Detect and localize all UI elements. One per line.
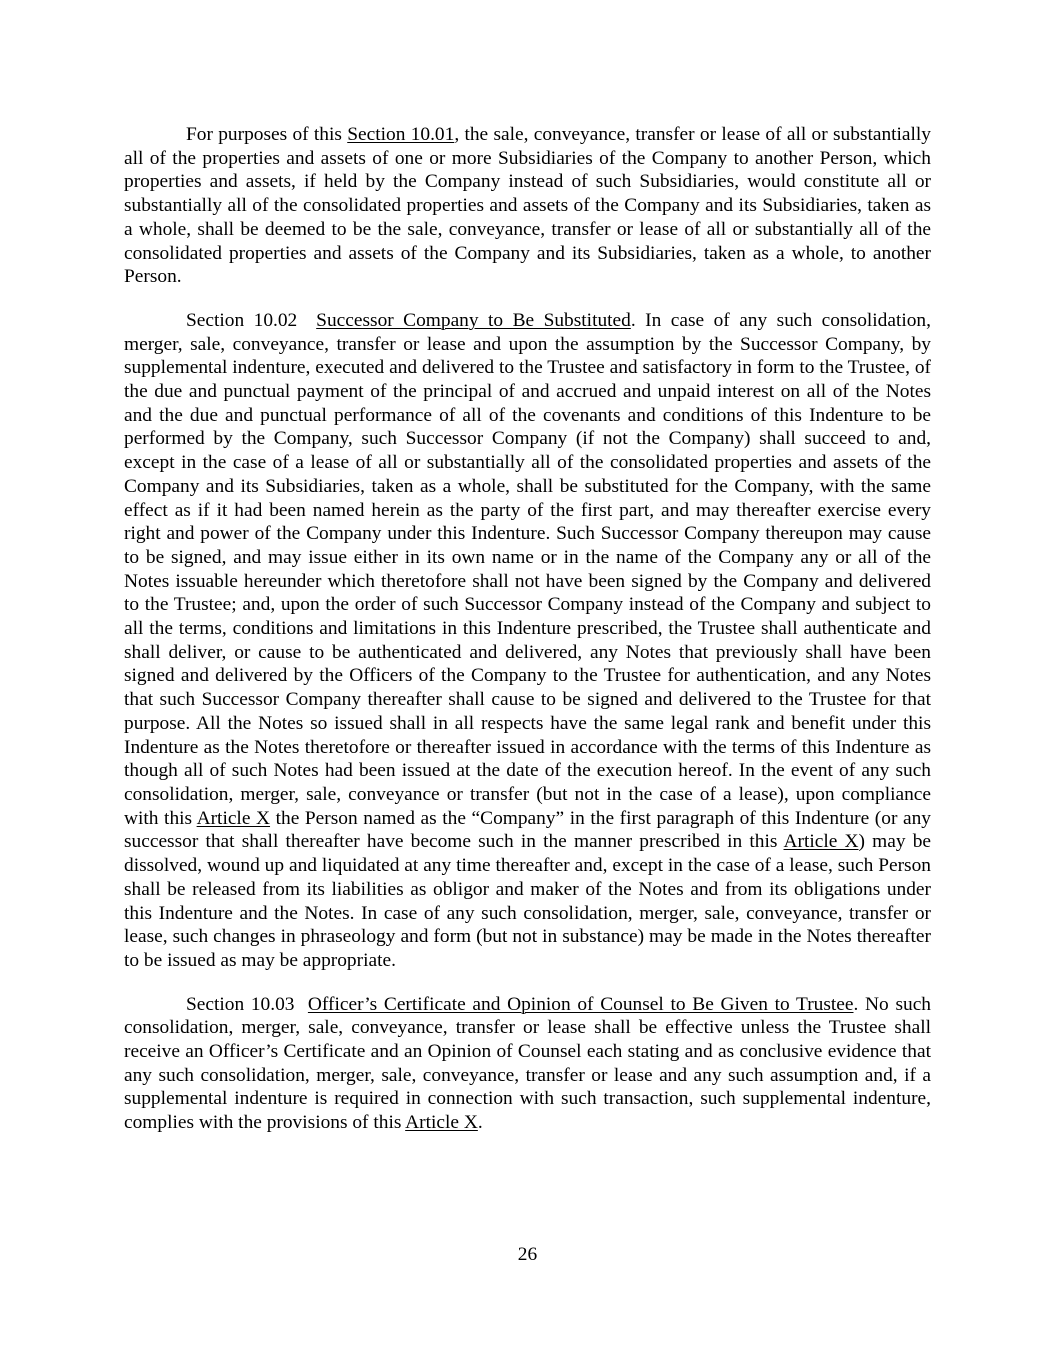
document-page	[124, 123, 931, 1155]
page-number: 26	[517, 1244, 538, 1265]
article-reference: Article X	[783, 831, 859, 853]
section-reference: Section 10.01	[347, 124, 455, 145]
section-heading: Successor Company to Be Substituted	[316, 309, 631, 331]
paragraph-intro-text: For purposes of this	[186, 124, 342, 145]
section-body-text: ) may be dissolved, wound up and liquidated at any time thereafter and, except in the case of a lease, such Person shall be released from its liabilities as obligor and maker of the Notes and from its obligations under this Indenture and the Notes. In case of any such consolidation, merger, sale, conveyance, transfer or lease, such changes in phraseology and form (but not in substance) may be made in the Notes thereafter to be issued as may be appropriate.	[124, 831, 932, 971]
section-number: Section 10.03	[186, 993, 295, 1015]
section-number: Section 10.02	[186, 309, 298, 331]
section-body-text: . No such consolidation, merger, sale, conveyance, transfer or lease shall be effective unless the Trustee shall receive an Officer’s Certificate and an Opinion of Counsel each stating and as conclusive evidence that any such consolidation, merger, sale, conveyance, transfer or lease and any such assumption and, if a supplemental indenture is required in connection with such transaction, such supplemental indenture, complies with the provisions of this	[124, 993, 931, 1134]
paragraph-section-10-01-continuation	[124, 123, 931, 289]
section-body-text: .	[477, 1112, 483, 1134]
paragraph-section-10-02	[124, 309, 931, 973]
paragraph-body-text: , the sale, conveyance, transfer or lease of all or substantially all of the properties and assets of one or more Subsidiaries of the Company to another Person, which properties and assets, if held by the Company instead of such Subsidiaries, would constitute all or substantially all of the consolidated properties and assets of the Company and its Subsidiaries, taken as a whole, shall be deemed to be the sale, conveyance, transfer or lease of all or substantially all of the consolidated properties and assets of the Company and its Subsidiaries, taken as a whole, to another Person.	[124, 124, 931, 288]
section-heading: Officer’s Certificate and Opinion of Counsel to Be Given to Trustee	[307, 993, 854, 1015]
article-reference: Article X	[196, 807, 271, 829]
section-body-text: the Person named as the “Company” in the first paragraph of this Indenture (or any successor that shall thereafter have become such in the manner prescribed in this	[124, 807, 931, 853]
paragraph-section-10-03	[124, 993, 931, 1135]
article-reference: Article X	[405, 1112, 478, 1134]
section-body-text: . In case of any such consolidation, merger, sale, conveyance, transfer or lease and upon the assumption by the Successor Company, by supplemental indenture, executed and delivered to the Trustee and satisfactory in form to the Trustee, of the due and punctual payment of the principal of and accrued and unpaid interest on all of the Notes and the due and punctual performance of all of the covenants and conditions of this Indenture to be performed by the Company, such Successor Company (if not the Company) shall succeed to and, except in the case of a lease of all or substantially all of the consolidated properties and assets of the Company and its Subsidiaries, taken as a whole, shall be substituted for the Company, with the same effect as if it had been named herein as the party of the first part, and may thereafter exercise every right and power of the Company under this Indenture. Such Successor Company thereupon may cause to be signed, and may issue either in its own name or in the name of the Company any or all of the Notes issuable hereunder which theretofore shall not have been signed by the Company and delivered to the Trustee; and, upon the order of such Successor Company instead of the Company and subject to all the terms, conditions and limitations in this Indenture prescribed, the Trustee shall authenticate and shall deliver, or cause to be authenticated and delivered, any Notes that previously shall have been signed and delivered by the Officers of the Company to the Trustee for authentication, and any Notes that such Successor Company thereafter shall cause to be signed and delivered to the Trustee for that purpose. All the Notes so issued shall in all respects have the same legal rank and benefit under this Indenture as the Notes theretofore or thereafter issued in accordance with the terms of this Indenture as though all of such Notes had been issued at the date of the execution hereof. In the event of any such consolidation, merger, sale, conveyance or transfer (but not in the case of a lease), upon compliance with this	[124, 309, 931, 829]
